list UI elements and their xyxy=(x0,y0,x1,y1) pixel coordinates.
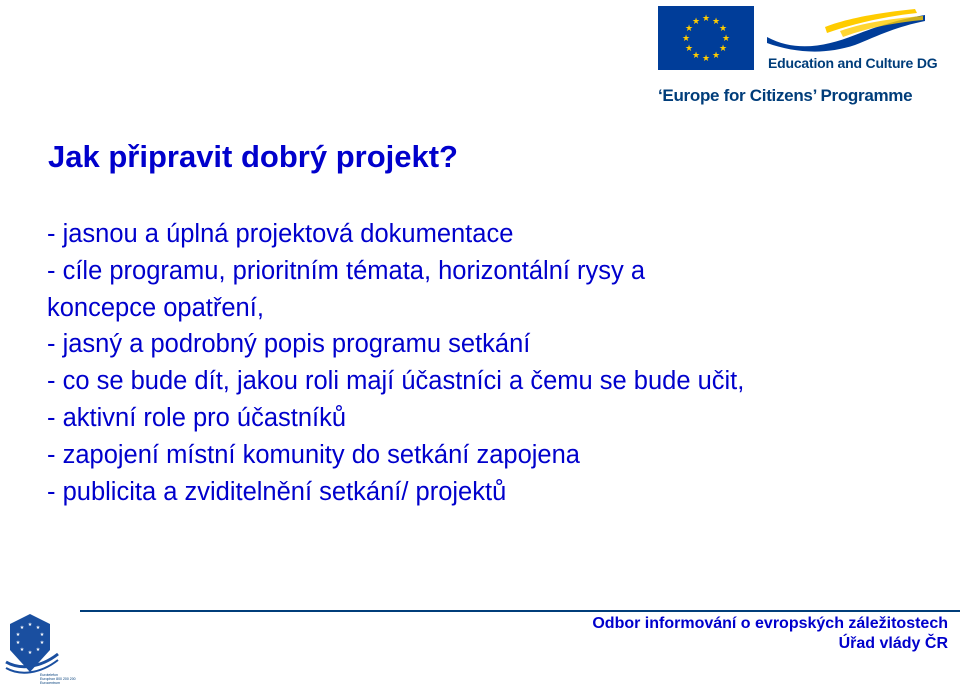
svg-text:★: ★ xyxy=(691,17,701,27)
svg-text:★: ★ xyxy=(718,44,728,54)
list-item: - co se bude dít, jakou roli mají účastníci a čemu se bude učit, xyxy=(47,367,745,396)
footer-divider xyxy=(80,610,960,612)
svg-text:★: ★ xyxy=(684,24,694,34)
svg-text:★: ★ xyxy=(15,640,21,646)
list-item: koncepce opatření, xyxy=(47,293,264,322)
svg-text:★: ★ xyxy=(39,640,45,646)
slide-title: Jak připravit dobrý projekt? xyxy=(48,139,458,174)
footer-organisation xyxy=(592,614,948,654)
svg-text:★: ★ xyxy=(19,625,25,631)
eurocontact-line: Eurotelefon xyxy=(40,673,58,677)
list-item: - zapojení místní komunity do setkání zapojena xyxy=(47,440,580,469)
svg-text:★: ★ xyxy=(711,51,721,61)
svg-text:★: ★ xyxy=(15,632,21,638)
svg-text:★: ★ xyxy=(691,51,701,61)
eurocontact-line: Europhon 800 200 200 xyxy=(40,677,76,682)
footer-department: Odbor informování o evropských záležitostech xyxy=(592,615,948,632)
svg-text:★: ★ xyxy=(35,647,41,653)
list-item: - cíle programu, prioritním témata, horizontální rysy a xyxy=(47,256,646,285)
svg-text:★: ★ xyxy=(718,24,728,34)
list-item: - publicita a zviditelnění setkání/ projektů xyxy=(47,477,507,506)
svg-text:★: ★ xyxy=(721,34,731,44)
eu-flag-icon xyxy=(658,6,754,70)
svg-text:★: ★ xyxy=(684,44,694,54)
svg-text:★: ★ xyxy=(27,622,33,628)
eurocontact-info xyxy=(40,673,76,686)
bullet-list xyxy=(47,216,947,510)
svg-text:★: ★ xyxy=(27,650,33,656)
list-item: - jasný a podrobný popis programu setkání xyxy=(47,330,531,359)
svg-text:★: ★ xyxy=(19,647,25,653)
dg-logo-text: Education and Culture DG xyxy=(768,55,938,71)
svg-text:★: ★ xyxy=(701,14,711,24)
programme-name: ‘Europe for Citizens’ Programme xyxy=(658,86,913,105)
svg-text:★: ★ xyxy=(701,54,711,64)
svg-text:★: ★ xyxy=(711,17,721,27)
svg-text:★: ★ xyxy=(39,632,45,638)
list-item: - aktivní role pro účastníků xyxy=(47,403,347,432)
eurocontact-line: Eurocentrum xyxy=(40,681,61,686)
svg-text:★: ★ xyxy=(681,34,691,44)
education-culture-wave-icon xyxy=(765,7,935,57)
header-logo xyxy=(655,5,955,105)
footer-office: Úřad vlády ČR xyxy=(838,635,948,652)
svg-text:★: ★ xyxy=(35,625,41,631)
list-item: - jasnou a úplná projektová dokumentace xyxy=(47,220,514,248)
